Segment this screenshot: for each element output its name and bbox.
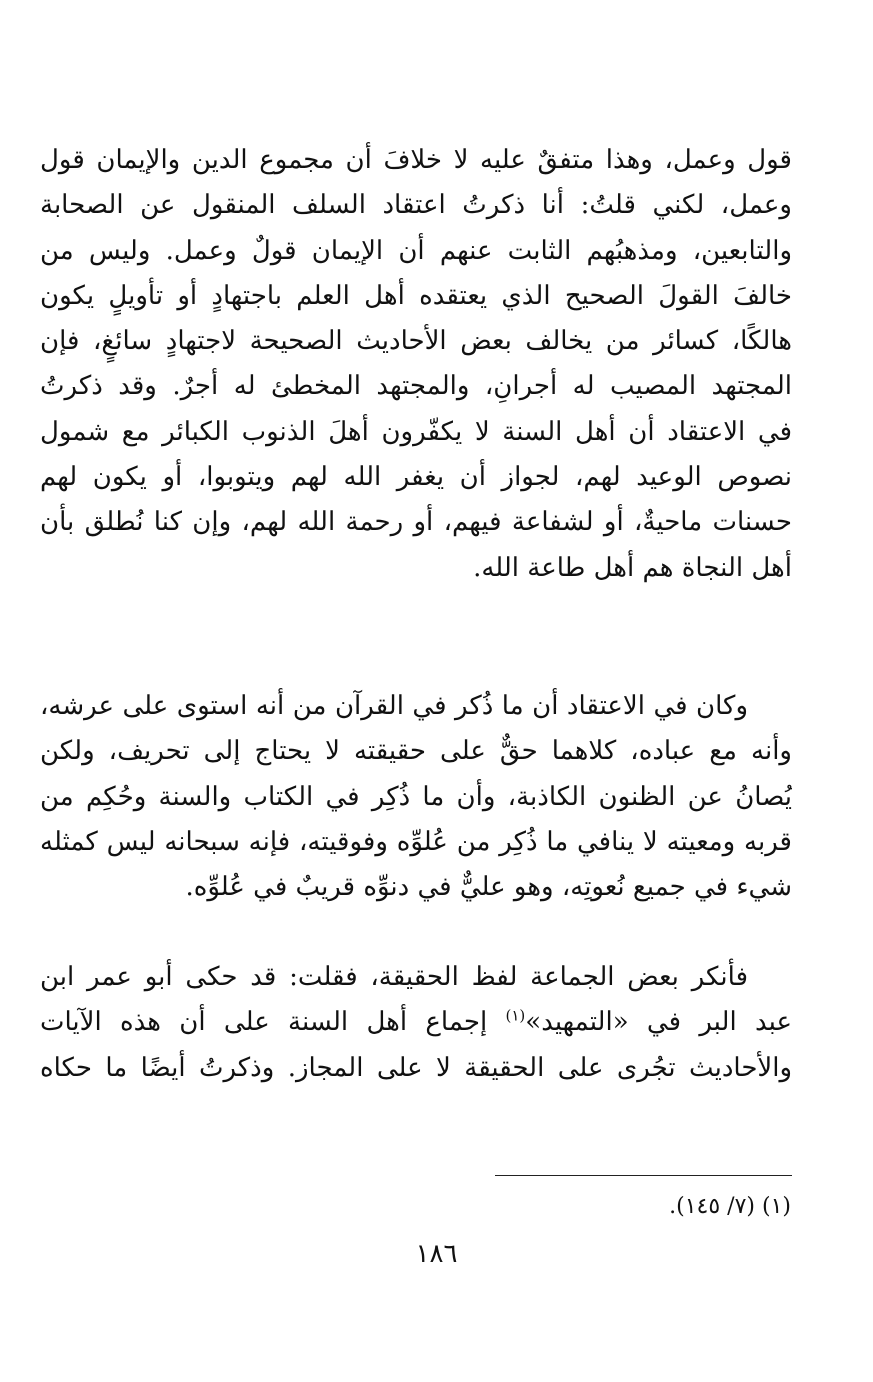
text-line: نصوص الوعيد لهم، لجواز أن يغفر الله لهم ويتوبوا، أو يكون لهم bbox=[40, 462, 792, 493]
page-number: ١٨٦ bbox=[415, 1239, 458, 1269]
text-line: المجتهد المصيب له أجرانِ، والمجتهد المخطئ له أجرٌ. وقد ذكرتُ bbox=[40, 371, 792, 402]
text-line: وأنه مع عباده، كلاهما حقٌّ على حقيقته لا يحتاج إلى تحريف، ولكن bbox=[40, 736, 792, 767]
paragraph-2 bbox=[40, 684, 792, 910]
text-line: والتابعين، ومذهبُهم الثابت عنهم أن الإيمان قولٌ وعمل. وليس من bbox=[40, 235, 792, 266]
text-line: فأنكر بعض الجماعة لفظ الحقيقة، فقلت: قد حكى أبو عمر ابن bbox=[40, 962, 748, 992]
text-line: خالفَ القولَ الصحيح الذي يعتقده أهل العلم باجتهادٍ أو تأويلٍ يكون bbox=[40, 280, 792, 311]
text-line: وعمل، لكني قلتُ: أنا ذكرتُ اعتقاد السلف المنقول عن الصحابة bbox=[40, 190, 792, 221]
text-segment: عبد البر في «التمهيد» bbox=[525, 1007, 792, 1038]
footnote: (١) (٧/ ١٤٥). bbox=[669, 1194, 791, 1219]
text-line: قول وعمل، وهذا متفقٌ عليه لا خلافَ أن مجموع الدين والإيمان قول bbox=[40, 145, 792, 175]
text-line: أهل النجاة هم أهل طاعة الله. bbox=[473, 552, 792, 583]
text-line: يُصانُ عن الظنون الكاذبة، وأن ما ذُكِر في الكتاب والسنة وحُكِم من bbox=[40, 781, 792, 812]
text-segment: إجماع أهل السنة على أن هذه الآيات bbox=[40, 1007, 506, 1038]
text-line: شيء في جميع نُعوتِه، وهو عليٌّ في دنوِّه قريبٌ في عُلوِّه. bbox=[185, 872, 792, 903]
footnote-marker[interactable]: (١) bbox=[505, 1006, 526, 1025]
text-line: قربه ومعيته لا ينافي ما ذُكِر من عُلوِّه وفوقيته، فإنه سبحانه ليس كمثله bbox=[40, 826, 792, 857]
paragraph-1 bbox=[40, 138, 792, 591]
text-line: والأحاديث تجُرى على الحقيقة لا على المجاز. وذكرتُ أيضًا ما حكاه bbox=[40, 1052, 792, 1083]
text-line: حسنات ماحيةٌ، أو لشفاعة فيهم، أو رحمة الله لهم، وإن كنا نُطلق بأن bbox=[40, 507, 792, 538]
text-line: وكان في الاعتقاد أن ما ذُكر في القرآن من أنه استوى على عرشه، bbox=[40, 691, 748, 721]
footnote-divider bbox=[495, 1175, 792, 1176]
paragraph-3 bbox=[40, 955, 792, 1091]
text-line bbox=[40, 1000, 792, 1045]
text-line: هالكًا، كسائر من يخالف بعض الأحاديث الصحيحة لاجتهادٍ سائغٍ، فإن bbox=[40, 326, 792, 357]
text-line: في الاعتقاد أن أهل السنة لا يكفّرون أهلَ الذنوب الكبائر مع شمول bbox=[40, 416, 792, 447]
